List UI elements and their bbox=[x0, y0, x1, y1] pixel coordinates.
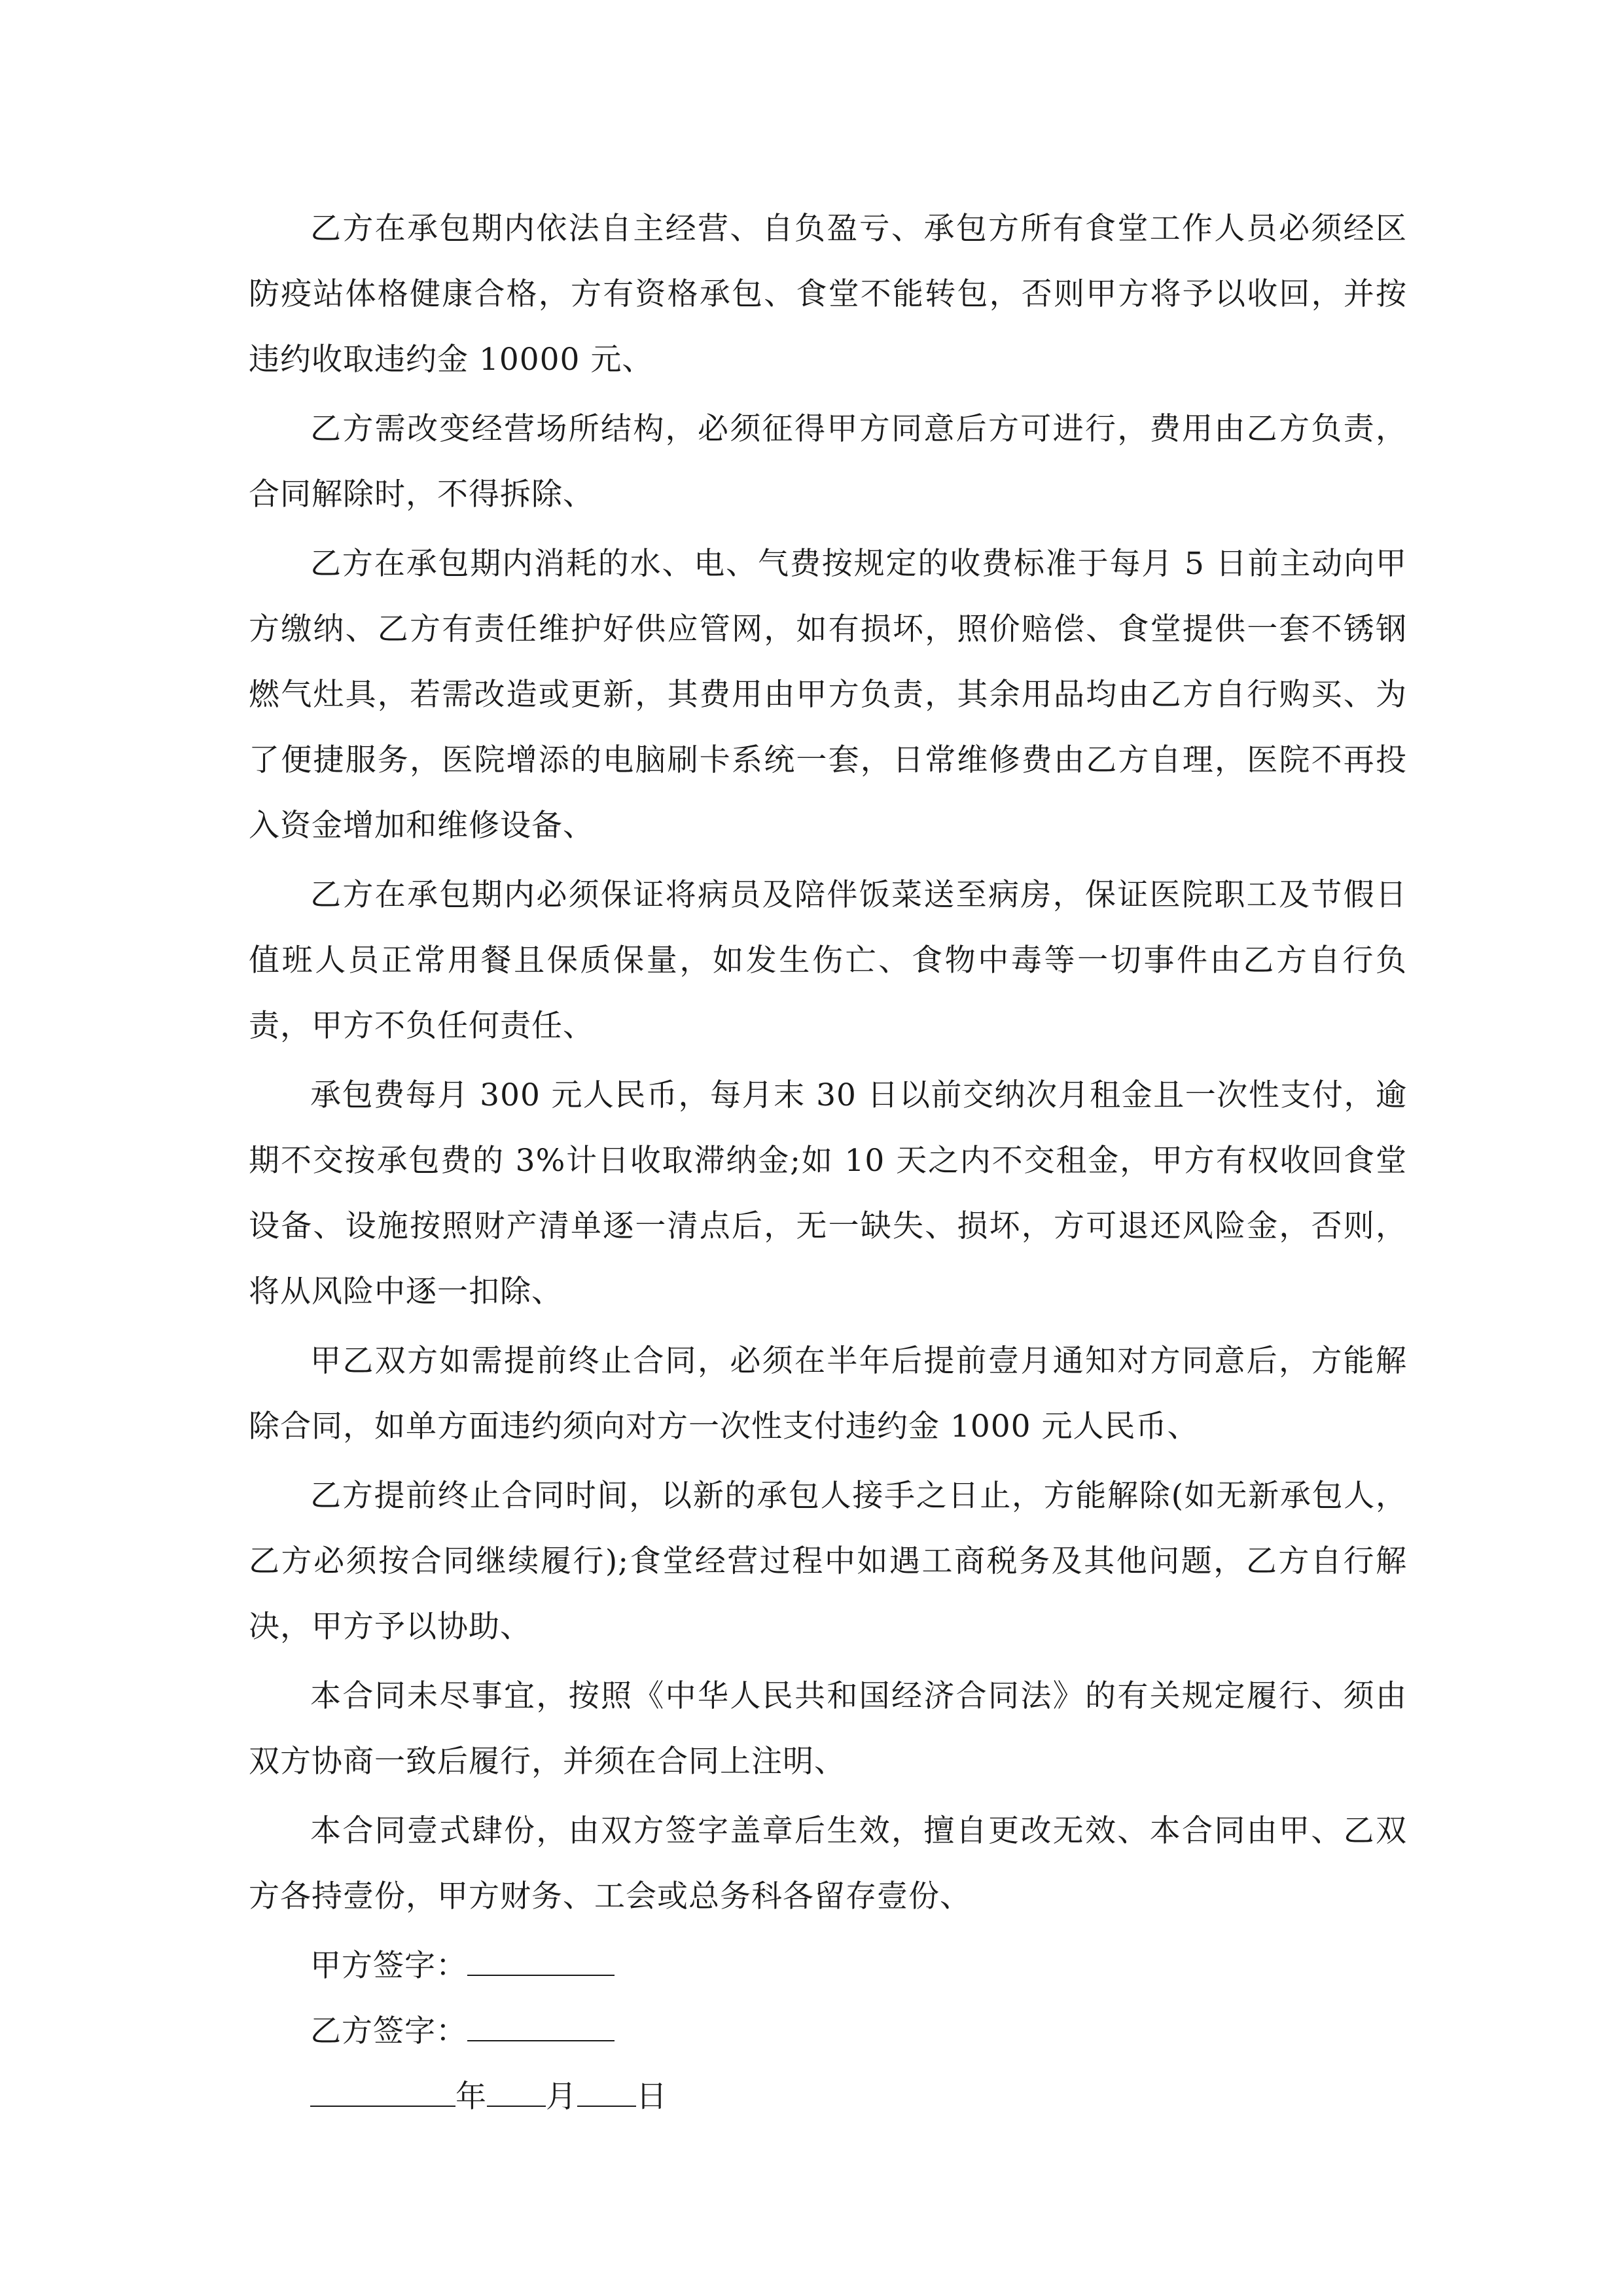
day-label: 日 bbox=[636, 2079, 668, 2115]
party-b-signature-label: 乙方签字： bbox=[310, 2013, 467, 2049]
paragraph: 乙方需改变经营场所结构，必须征得甲方同意后方可进行，费用由乙方负责，合同解除时，不得拆除、 bbox=[249, 411, 1407, 512]
paragraph: 甲乙双方如需提前终止合同，必须在半年后提前壹月通知对方同意后，方能解除合同，如单方面违约须向对方一次性支付违约金 1000 元人民币、 bbox=[249, 1343, 1407, 1444]
day-blank[interactable] bbox=[577, 2079, 636, 2107]
paragraph: 本合同壹式肆份，由双方签字盖章后生效，擅自更改无效、本合同由甲、乙双方各持壹份，甲方财务、工会或总务科各留存壹份、 bbox=[249, 1813, 1407, 1914]
party-a-signature-line bbox=[249, 1933, 1407, 1999]
year-blank[interactable] bbox=[310, 2079, 455, 2107]
party-a-signature-blank[interactable] bbox=[467, 1948, 615, 1976]
date-line bbox=[249, 2064, 1407, 2130]
party-b-signature-line bbox=[249, 1999, 1407, 2064]
party-b-signature-blank[interactable] bbox=[467, 2014, 615, 2041]
paragraph: 乙方提前终止合同时间，以新的承包人接手之日止，方能解除(如无新承包人，乙方必须按合同继续履行);食堂经营过程中如遇工商税务及其他问题，乙方自行解决，甲方予以协助、 bbox=[249, 1478, 1407, 1645]
year-label: 年 bbox=[455, 2079, 487, 2115]
month-label: 月 bbox=[546, 2079, 577, 2115]
contract-body bbox=[249, 196, 1407, 2130]
paragraph: 乙方在承包期内依法自主经营、自负盈亏、承包方所有食堂工作人员必须经区防疫站体格健康合格，方有资格承包、食堂不能转包，否则甲方将予以收回，并按违约收取违约金 10000 元、 bbox=[249, 211, 1407, 378]
paragraph: 乙方在承包期内必须保证将病员及陪伴饭菜送至病房，保证医院职工及节假日值班人员正常用餐且保质保量，如发生伤亡、食物中毒等一切事件由乙方自行负责，甲方不负任何责任、 bbox=[249, 877, 1407, 1044]
paragraph: 承包费每月 300 元人民币，每月末 30 日以前交纳次月租金且一次性支付，逾期不交按承包费的 3%计日收取滞纳金;如 10 天之内不交租金，甲方有权收回食堂设备、设施按照财产清单逐一清点后，无一缺失、损坏，方可退还风险金，否则，将从风险中逐一扣除、 bbox=[249, 1077, 1407, 1310]
paragraph: 本合同未尽事宜，按照《中华人民共和国经济合同法》的有关规定履行、须由双方协商一致后履行，并须在合同上注明、 bbox=[249, 1678, 1407, 1780]
paragraph: 乙方在承包期内消耗的水、电、气费按规定的收费标准于每月 5 日前主动向甲方缴纳、乙方有责任维护好供应管网，如有损坏，照价赔偿、食堂提供一套不锈钢燃气灶具，若需改造或更新，其费用由甲方负责，其余用品均由乙方自行购买、为了便捷服务，医院增添的电脑刷卡系统一套，日常维修费由乙方自理，医院不再投入资金增加和维修设备、 bbox=[249, 546, 1407, 844]
party-a-signature-label: 甲方签字： bbox=[310, 1948, 467, 1984]
month-blank[interactable] bbox=[487, 2079, 546, 2107]
